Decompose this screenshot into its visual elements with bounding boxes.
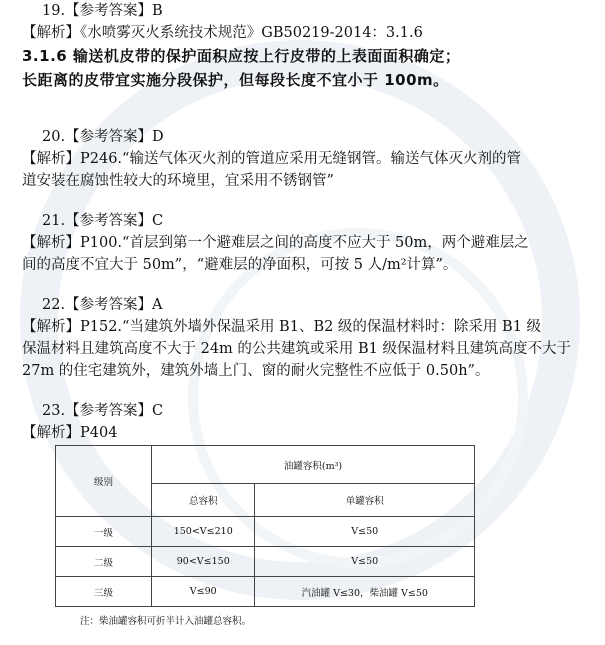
analysis-line: 【解析】P152.“当建筑外墙外保温采用 B1、B2 级的保温材料时：除采用 B1 级: [22, 319, 542, 335]
total-volume-header: 总容积: [152, 484, 255, 517]
single-volume-header: 单罐容积: [255, 484, 475, 517]
answer-19: [22, 0, 605, 92]
single-volume-cell: V≤50: [255, 547, 475, 577]
answer-23: [22, 400, 605, 444]
total-volume-cell: 90<V≤150: [152, 547, 255, 577]
level-cell: 一级: [56, 517, 152, 547]
answer-heading: 22.【参考答案】A: [42, 297, 163, 313]
level-cell: 三级: [56, 577, 152, 607]
answer-20: [22, 126, 605, 192]
table-row: [56, 517, 475, 547]
code-excerpt-line: 长距离的皮带宜实施分段保护，但每段长度不宜小于 100m。: [22, 71, 449, 89]
tank-volume-header: 油罐容积(m³): [152, 446, 475, 484]
answer-heading: 19.【参考答案】B: [42, 3, 163, 19]
answer-heading: 23.【参考答案】C: [42, 403, 164, 419]
single-volume-cell: 汽油罐 V≤30，柴油罐 V≤50: [255, 577, 475, 607]
analysis-line: 【解析】P100.“首层到第一个避难层之间的高度不应大于 50m，两个避难层之: [22, 235, 529, 251]
level-header: 级别: [56, 446, 152, 517]
answer-heading: 21.【参考答案】C: [42, 213, 164, 229]
code-excerpt-line: 3.1.6 输送机皮带的保护面积应按上行皮带的上表面面积确定；: [22, 47, 461, 65]
analysis-line: 【解析】《水喷雾灭火系统技术规范》GB50219-2014：3.1.6: [22, 25, 423, 41]
oil-tank-level-table: [55, 445, 475, 607]
analysis-line: 保温材料且建筑高度不大于 24m 的公共建筑或采用 B1 级保温材料且建筑高度不大于: [22, 341, 572, 357]
answer-21: [22, 210, 605, 276]
analysis-line: 【解析】P246.“输送气体灭火剂的管道应采用无缝钢管。输送气体灭火剂的管: [22, 151, 521, 167]
answer-heading: 20.【参考答案】D: [42, 129, 164, 145]
answer-22: [22, 294, 605, 382]
table-row: [56, 547, 475, 577]
level-cell: 二级: [56, 547, 152, 577]
table-note: 注：柴油罐容积可折半计入油罐总容积。: [80, 616, 252, 627]
analysis-line: 【解析】P404: [22, 425, 118, 441]
analysis-line: 间的高度不宜大于 50m”，“避难层的净面积，可按 5 人/m²计算”。: [22, 257, 458, 273]
single-volume-cell: V≤50: [255, 517, 475, 547]
table-row: [56, 577, 475, 607]
oil-tank-table-figure: [55, 445, 475, 627]
analysis-line: 27m 的住宅建筑外，建筑外墙上门、窗的耐火完整性不应低于 0.50h”。: [22, 363, 490, 379]
total-volume-cell: V≤90: [152, 577, 255, 607]
total-volume-cell: 150<V≤210: [152, 517, 255, 547]
analysis-line: 道安装在腐蚀性较大的环境里，宜采用不锈钢管”: [22, 173, 334, 189]
